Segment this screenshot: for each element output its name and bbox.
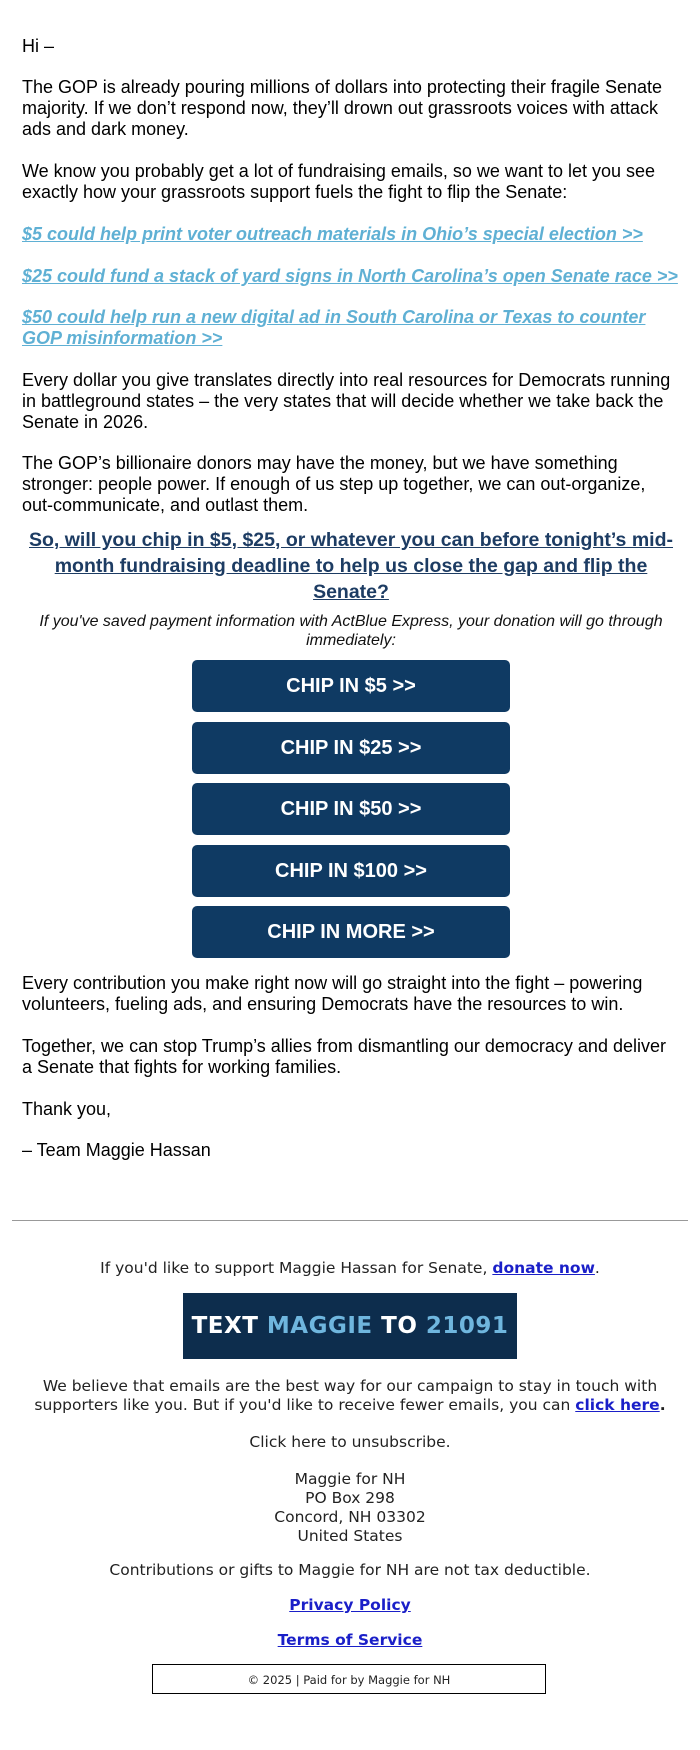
support-text: If you'd like to support Maggie Hassan for Senate, [100,1259,488,1277]
click-here-link[interactable]: click here [575,1396,660,1414]
terms-of-service-link[interactable]: Terms of Service [277,1631,423,1649]
signature: – Team Maggie Hassan [22,1140,211,1160]
chip-in-100-button[interactable]: CHIP IN $100 >> [192,845,510,897]
ask-link-5[interactable]: $5 could help print voter outreach materials in Ohio’s special election >> [22,224,643,244]
privacy-policy-link[interactable]: Privacy Policy [289,1596,411,1614]
privacy-line [0,1596,700,1615]
banner-shortcode: 21091 [425,1313,509,1339]
chip-in-5-button[interactable]: CHIP IN $5 >> [192,660,510,712]
banner-text-2: TO [372,1313,426,1339]
ask-link-25[interactable]: $25 could fund a stack of yard signs in North Carolina’s open Senate race >> [22,266,678,286]
paragraph-fundraising-emails: We know you probably get a lot of fundraising emails, so we want to let you see exactly how your grassroots support fuels the fight to flip the Senate: [22,161,656,202]
address-line: United States [297,1527,403,1545]
fewer-emails-line [14,1377,686,1415]
paragraph-people-power: The GOP’s billionaire donors may have the money, but we have something stronger: people power. If enough of us step up together, we can out-organize, out-communicate, and outlast them. [22,453,646,515]
paragraph-together: Together, we can stop Trump’s allies from dismantling our democracy and deliver a Senate that fights for working families. [22,1036,666,1077]
address-block [0,1470,700,1546]
text-maggie-banner[interactable] [183,1293,517,1359]
chip-in-25-button[interactable]: CHIP IN $25 >> [192,722,510,774]
chip-in-50-button[interactable]: CHIP IN $50 >> [192,783,510,835]
fewer-emails-text: We believe that emails are the best way for our campaign to stay in touch with supporters like you. But if you'd like to receive fewer emails, you can [34,1377,658,1414]
fewer-end: . [659,1396,666,1414]
donate-now-link[interactable]: donate now [492,1259,595,1277]
paragraph-every-dollar: Every dollar you give translates directly into real resources for Democrats running in battleground states – the very states that will decide whether we take back the Senate in 2026. [22,370,671,432]
address-line: Maggie for NH [294,1470,406,1488]
tax-note: Contributions or gifts to Maggie for NH are not tax deductible. [109,1561,591,1579]
support-end: . [594,1259,600,1277]
unsubscribe-link[interactable]: Click here to unsubscribe. [249,1433,451,1451]
support-line [0,1259,700,1278]
paragraph-every-contribution: Every contribution you make right now will go straight into the fight – powering volunteers, fueling ads, and ensuring Democrats have the resources to win. [22,973,643,1014]
ask-link-50[interactable]: $50 could help run a new digital ad in South Carolina or Texas to counter GOP misinformation >> [22,307,646,348]
banner-text-1: TEXT [191,1313,267,1339]
footer-divider [12,1220,688,1221]
chip-in-more-button[interactable]: CHIP IN MORE >> [192,906,510,958]
actblue-note: If you've saved payment information with ActBlue Express, your donation will go through immediately: [39,613,663,649]
signoff: Thank you, [22,1099,112,1119]
greeting: Hi – [22,36,55,56]
paragraph-gop-spending: The GOP is already pouring millions of dollars into protecting their fragile Senate majority. If we don’t respond now, they’ll drown out grassroots voices with attack ads and dark money. [22,77,663,139]
address-line: Concord, NH 03302 [274,1508,426,1526]
terms-line [0,1631,700,1650]
cta-heading-link[interactable]: So, will you chip in $5, $25, or whatever you can before tonight’s mid-month fundraising deadline to help us close the gap and flip the Senate? [29,529,673,603]
address-line: PO Box 298 [305,1489,395,1507]
banner-keyword: MAGGIE [266,1313,373,1339]
copyright-box: © 2025 | Paid for by Maggie for NH [152,1664,546,1694]
